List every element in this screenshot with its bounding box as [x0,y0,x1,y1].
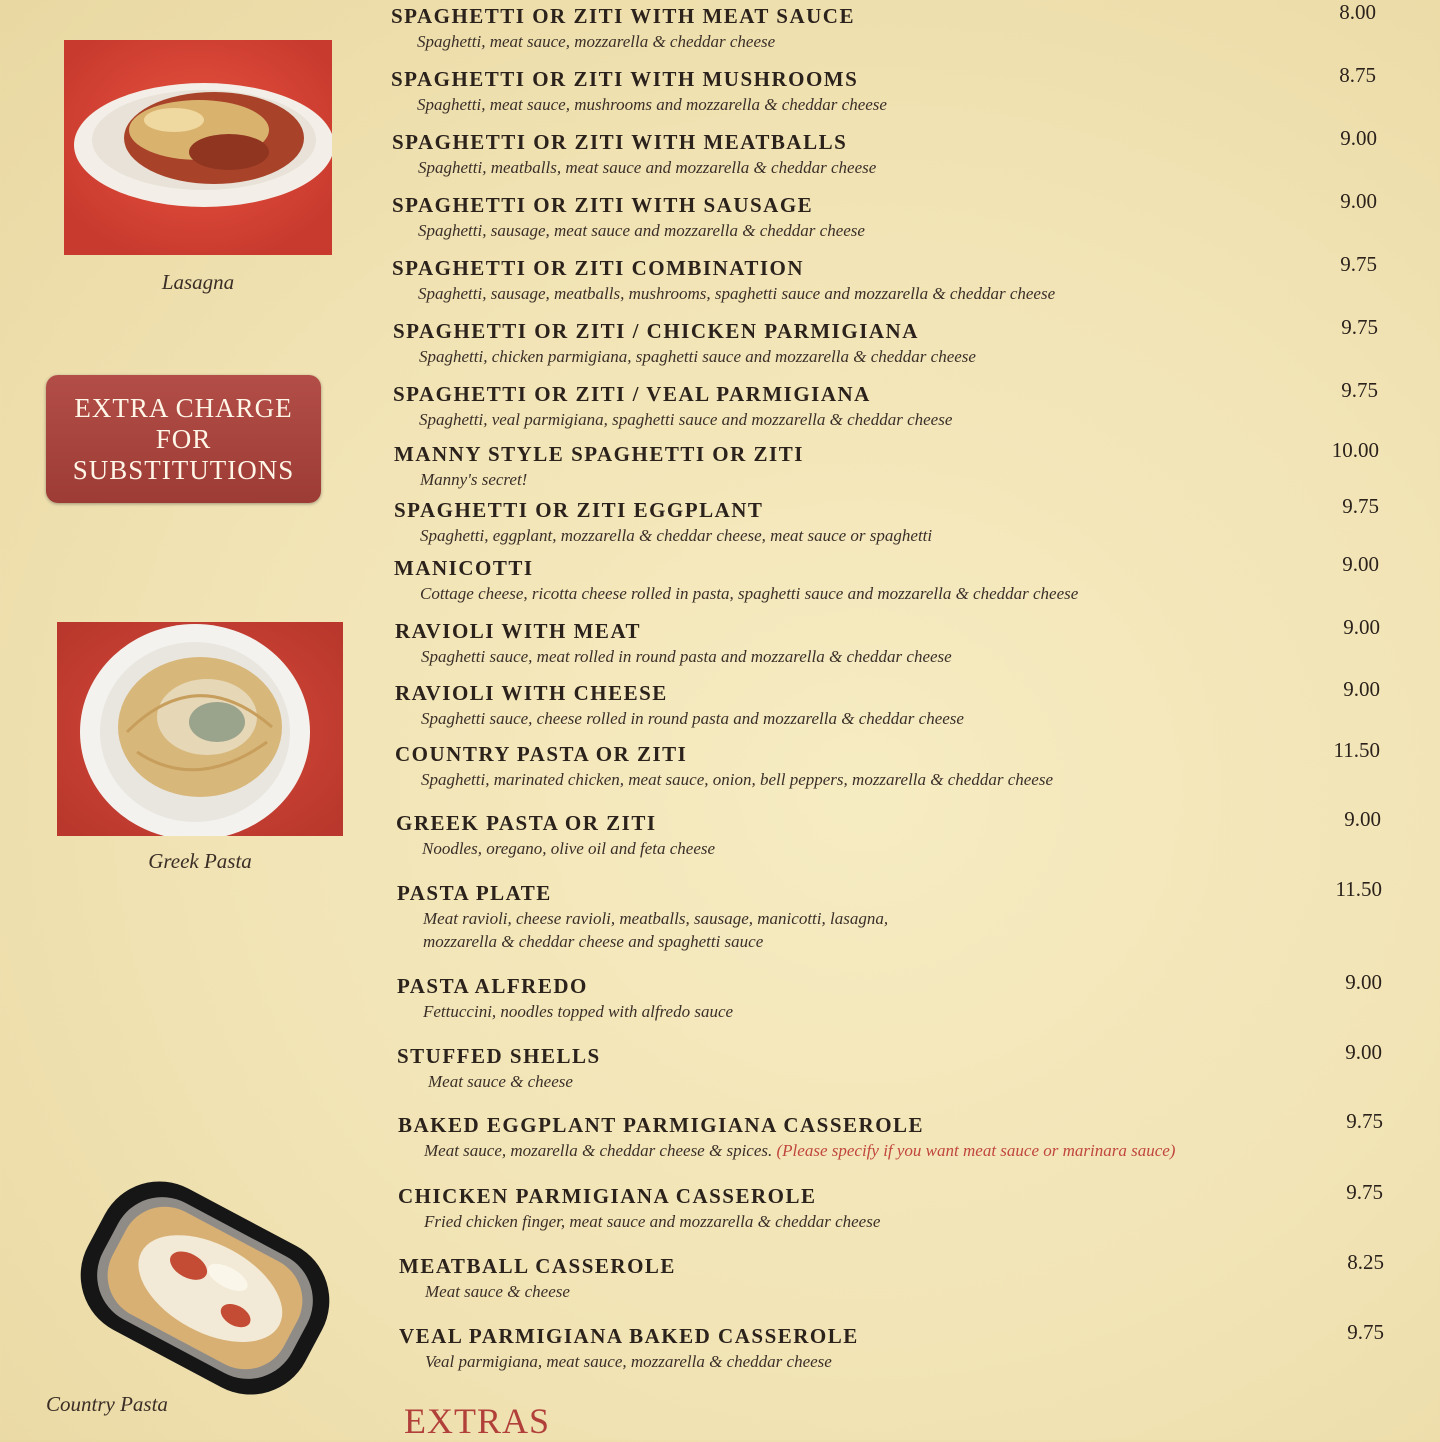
badge-line-3: SUBSTITUTIONS [72,454,295,485]
item-name: SPAGHETTI OR ZITI / VEAL PARMIGIANA [393,382,871,406]
extra-charge-badge [46,375,321,503]
item-price: 9.00 [1345,1040,1382,1064]
item-name: MEATBALL CASSEROLE [399,1254,676,1278]
item-price: 9.75 [1341,378,1378,402]
item-description: Spaghetti sauce, cheese rolled in round pasta and mozzarella & cheddar cheese [421,709,964,728]
item-name: GREEK PASTA OR ZITI [396,811,657,835]
item-description: Spaghetti, marinated chicken, meat sauce, onion, bell peppers, mozzarella & cheddar cheese [421,770,1054,789]
item-name: SPAGHETTI OR ZITI WITH MUSHROOMS [391,67,859,91]
country-pasta-photo [60,1168,350,1408]
item-price: 8.25 [1347,1250,1384,1274]
item-description: Spaghetti, sausage, meat sauce and mozzarella & cheddar cheese [418,221,865,240]
item-description: Spaghetti, eggplant, mozzarella & cheddar cheese, meat sauce or spaghetti [420,526,933,545]
item-description: Veal parmigiana, meat sauce, mozzarella & cheddar cheese [425,1352,832,1371]
extras-heading: EXTRAS [404,1401,551,1441]
item-description [423,907,888,953]
item-description: Spaghetti, meat sauce, mushrooms and mozzarella & cheddar cheese [417,95,887,114]
greek-pasta-photo [57,622,343,836]
lasagna-photo [64,40,332,255]
item-price: 11.50 [1335,877,1382,901]
item-description: Meat sauce & cheese [428,1072,573,1091]
item-name: PASTA PLATE [397,881,552,905]
item-description [424,1139,1175,1162]
item-name: MANICOTTI [394,556,534,580]
greek-pasta-caption: Greek Pasta [148,849,252,873]
item-price: 9.00 [1343,677,1380,701]
item-price: 9.75 [1346,1109,1383,1133]
item-note: (Please specify if you want meat sauce or marinara sauce) [776,1141,1176,1160]
item-price: 9.75 [1346,1180,1383,1204]
item-name: RAVIOLI WITH MEAT [395,619,642,643]
item-name: RAVIOLI WITH CHEESE [395,681,668,705]
item-description-line-2: mozzarella & cheddar cheese and spaghetti sauce [423,932,764,951]
item-description: Spaghetti, meat sauce, mozzarella & cheddar cheese [417,32,776,51]
item-name: SPAGHETTI OR ZITI EGGPLANT [394,498,764,522]
item-price: 9.00 [1345,970,1382,994]
item-name: MANNY STYLE SPAGHETTI OR ZITI [394,442,804,466]
item-price: 9.00 [1344,807,1381,831]
item-name: COUNTRY PASTA OR ZITI [395,742,688,766]
item-name: CHICKEN PARMIGIANA CASSEROLE [398,1184,817,1208]
item-description: Fried chicken finger, meat sauce and mozzarella & cheddar cheese [424,1212,881,1231]
item-description-line-1: Meat ravioli, cheese ravioli, meatballs, sausage, manicotti, lasagna, [423,909,889,928]
item-price: 9.00 [1342,552,1379,576]
badge-line-2: FOR [155,423,212,454]
item-price: 10.00 [1331,438,1379,462]
item-description: Spaghetti, chicken parmigiana, spaghetti sauce and mozzarella & cheddar cheese [419,347,976,366]
item-name: SPAGHETTI OR ZITI COMBINATION [392,256,805,280]
badge-line-1: EXTRA CHARGE [74,392,293,423]
item-name: SPAGHETTI OR ZITI / CHICKEN PARMIGIANA [393,319,919,343]
item-description: Cottage cheese, ricotta cheese rolled in pasta, spaghetti sauce and mozzarella & cheddar cheese [420,584,1079,603]
item-description-text: Meat sauce, mozarella & cheddar cheese & spices. [424,1141,773,1160]
item-name: BAKED EGGPLANT PARMIGIANA CASSEROLE [398,1113,925,1137]
item-description: Noodles, oregano, olive oil and feta cheese [422,839,716,858]
item-description: Manny's secret! [420,470,528,489]
item-name: SPAGHETTI OR ZITI WITH SAUSAGE [392,193,814,217]
item-price: 8.00 [1339,0,1376,24]
item-price: 11.50 [1333,738,1380,762]
item-name: SPAGHETTI OR ZITI WITH MEAT SAUCE [391,4,855,28]
item-description: Spaghetti sauce, meat rolled in round pasta and mozzarella & cheddar cheese [421,647,952,666]
item-price: 9.00 [1343,615,1380,639]
item-price: 8.75 [1339,63,1376,87]
item-price: 9.75 [1342,494,1379,518]
item-price: 9.00 [1340,126,1377,150]
item-name: PASTA ALFREDO [397,974,588,998]
item-price: 9.75 [1341,315,1378,339]
lasagna-caption: Lasagna [161,270,235,294]
country-pasta-caption: Country Pasta [46,1392,168,1416]
item-description: Spaghetti, meatballs, meat sauce and mozzarella & cheddar cheese [418,158,877,177]
item-price: 9.75 [1340,252,1377,276]
item-description: Fettuccini, noodles topped with alfredo sauce [423,1002,734,1021]
item-name: SPAGHETTI OR ZITI WITH MEATBALLS [392,130,848,154]
item-description: Spaghetti, sausage, meatballs, mushrooms, spaghetti sauce and mozzarella & cheddar cheese [418,284,1056,303]
item-price: 9.00 [1340,189,1377,213]
item-price: 9.75 [1347,1320,1384,1344]
item-name: VEAL PARMIGIANA BAKED CASSEROLE [399,1324,859,1348]
item-description: Meat sauce & cheese [425,1282,570,1301]
item-name: STUFFED SHELLS [397,1044,601,1068]
item-description: Spaghetti, veal parmigiana, spaghetti sauce and mozzarella & cheddar cheese [419,410,953,429]
